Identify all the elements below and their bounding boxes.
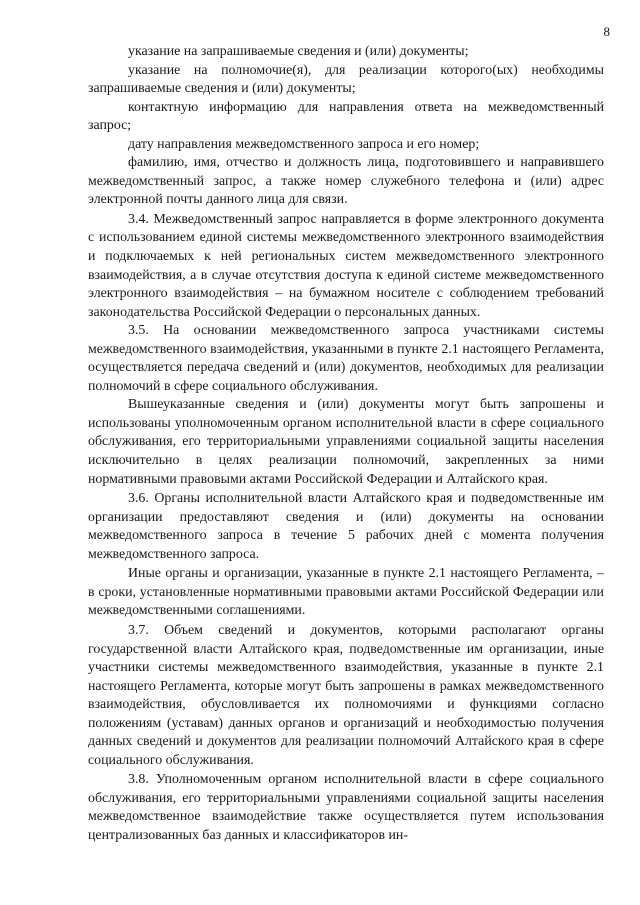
document-body — [88, 43, 604, 846]
paragraph-3-4: 3.4. Межведомственный запрос направляется в форме электронного документа с использованием единой системы межведомственного электронного взаимодействия и подключаемых к ней региональных систем межведомственного электронного взаимодействия, а в случае отсутствия доступа к единой системе межведомственного электронного взаимодействия – на бумажном носителе с соблюдением требований законодательства Российской Федерации о персональных данных. — [88, 211, 604, 320]
paragraph: контактную информацию для направления ответа на межведомственный запрос; — [88, 99, 604, 134]
paragraph: указание на полномочие(я), для реализации которого(ых) необходимы запрашиваемые сведения и (или) документы; — [88, 62, 604, 97]
paragraph: Иные органы и организации, указанные в пункте 2.1 настоящего Регламента, – в сроки, установленные нормативными правовыми актами Российской Федерации или межведомственными соглашениями. — [88, 566, 604, 619]
page-number: 8 — [603, 24, 610, 39]
paragraph-3-6: 3.6. Органы исполнительной власти Алтайского края и подведомственные им организации предоставляют сведения и (или) документы на основании межведомственного запроса в течение 5 рабочих дней с момента получения межведомственного запроса. — [88, 491, 604, 562]
paragraph-3-5: 3.5. На основании межведомственного запроса участниками системы межведомственного взаимодействия, указанными в пункте 2.1 настоящего Регламента, осуществляется передача сведений и (или) документов, необходимых для реализации полномочий в сфере социального обслуживания. — [88, 323, 604, 394]
paragraph-3-7: 3.7. Объем сведений и документов, которыми располагают органы государственной власти Алтайского края, подведомственные им организации, иные участники системы межведомственного взаимодействия, указанные в пункте 2.1 настоящего Регламента, которые могут быть запрошены в рамках межведомственного взаимодействия, обусловливается их полномочиями и функциями согласно положениям (уставам) данных органов и организаций и необходимостью получения данных сведений и документов для реализации полномочий Алтайского края в сфере социального обслуживания. — [88, 622, 604, 768]
paragraph-3-8: 3.8. Уполномоченным органом исполнительной власти в сфере социального обслуживания, его территориальными управлениями социальной защиты населения межведомственное взаимодействие также осуществляется путем использования централизованных баз данных и классификаторов ин- — [88, 772, 604, 843]
paragraph: Вышеуказанные сведения и (или) документы могут быть запрошены и использованы уполномоченным органом исполнительной власти в сфере социального обслуживания, его территориальными управлениями социальной защиты населения исключительно в целях реализации полномочий, закрепленных за ними нормативными правовыми актами Российской Федерации и Алтайского края. — [88, 397, 604, 487]
paragraph: указание на запрашиваемые сведения и (или) документы; — [128, 44, 469, 59]
paragraph: дату направления межведомственного запроса и его номер; — [128, 136, 480, 152]
paragraph: фамилию, имя, отчество и должность лица, подготовившего и направившего межведомственный запрос, а также номер служебного телефона и (или) адрес электронной почты данного лица для связи. — [88, 155, 604, 208]
